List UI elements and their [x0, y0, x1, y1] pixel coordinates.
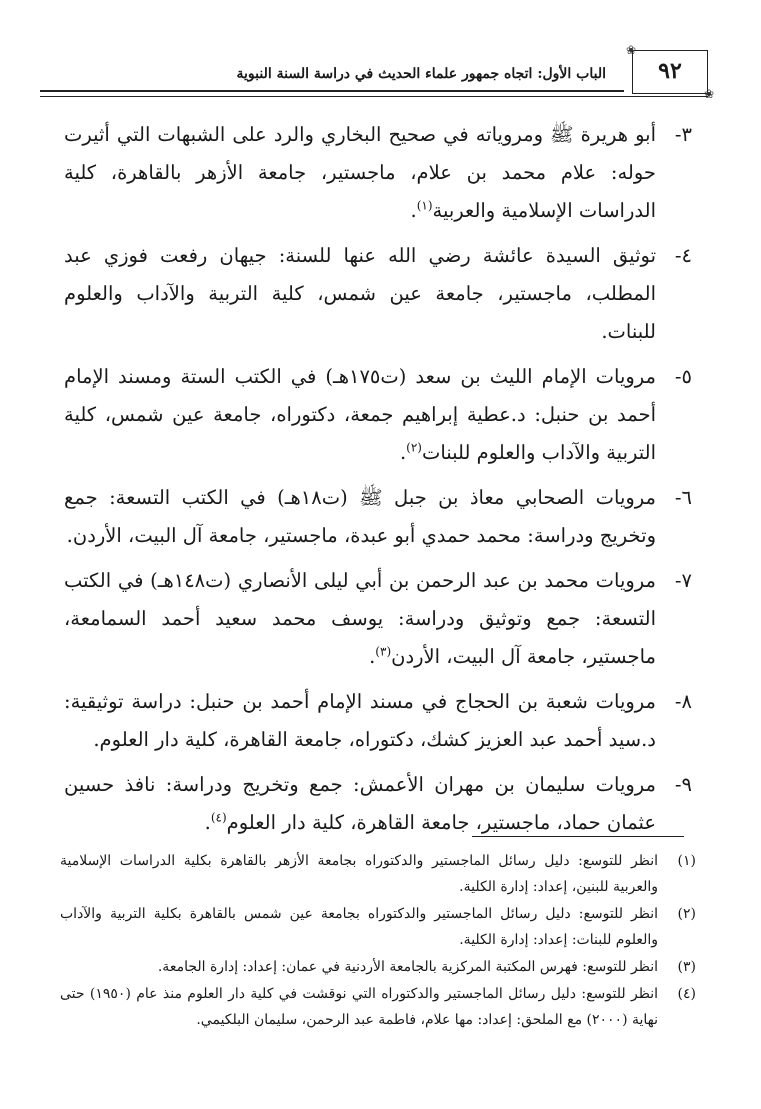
entry-text: توثيق السيدة عائشة رضي الله عنها للسنة: جيهان رفعت فوزي عبد المطلب، ماجستير، جامعة عين شمس، كلية التربية والآداب والعلوم للبنات. — [64, 244, 656, 343]
footnote-separator — [472, 836, 684, 837]
ornament-icon: ❀ — [626, 43, 637, 57]
footnote-number: (٤) — [677, 986, 696, 1002]
entry-end: . — [204, 811, 211, 834]
list-item — [64, 766, 692, 842]
footnote-number: (٢) — [677, 906, 696, 922]
footnote — [60, 954, 696, 980]
list-item — [64, 683, 692, 759]
footnote-ref: (٤) — [210, 810, 227, 825]
footnotes — [60, 848, 696, 1034]
entry-number: ٧- — [674, 569, 692, 592]
entry-number: ٦- — [674, 486, 692, 509]
list-item — [64, 479, 692, 555]
main-text — [64, 116, 692, 849]
footnote — [60, 848, 696, 900]
entry-number: ٥- — [674, 365, 692, 388]
entry-text: أبو هريرة ﷺ ومروياته في صحيح البخاري والرد على الشبهات التي أثيرت حوله: علام محمد بن علام، ماجستير، جامعة الأزهر بالقاهرة، كلية الدراسات الإسلامية والعربية — [64, 123, 656, 222]
entry-number: ٩- — [674, 773, 692, 796]
entry-end: . — [369, 645, 376, 668]
page-number: ٩٢ — [658, 58, 682, 84]
list-item — [64, 358, 692, 472]
chapter-title: الباب الأول: اتجاه جمهور علماء الحديث في دراسة السنة النبوية — [236, 66, 606, 82]
list-item — [64, 237, 692, 351]
ornament-icon: ❀ — [703, 87, 714, 101]
footnote-text: انظر للتوسع: دليل رسائل الماجستير والدكتوراه بجامعة الأزهر بالقاهرة بكلية الدراسات الإسلامية والعربية للبنين، إعداد: إدارة الكلية. — [60, 853, 658, 895]
entry-text: مرويات الإمام الليث بن سعد (ت١٧٥هـ) في الكتب الستة ومسند الإمام أحمد بن حنبل: د.عطية إبراهيم جمعة، دكتوراه، جامعة عين شمس، كلية التربية والآداب والعلوم للبنات — [64, 365, 656, 464]
running-header — [40, 43, 714, 101]
footnote-text: انظر للتوسع: دليل رسائل الماجستير والدكتوراه التي نوقشت في كلية دار العلوم منذ عام (١٩٥٠) حتى نهاية (٢٠٠٠) مع الملحق: إعداد: مها علام، فاطمة عبد الرحمن، سليمان البلكيمي. — [60, 986, 658, 1028]
entry-end: . — [399, 441, 407, 464]
entry-text: مرويات سليمان بن مهران الأعمش: جمع وتخريج ودراسة: نافذ حسين عثمان حماد، ماجستير، جامعة القاهرة، كلية دار العلوم — [64, 773, 656, 834]
footnote-ref: (١) — [416, 198, 433, 213]
entry-text: مرويات محمد بن عبد الرحمن بن أبي ليلى الأنصاري (ت١٤٨هـ) في الكتب التسعة: جمع وتوثيق ودراسة: يوسف محمد سعيد أحمد السمامعة، ماجستير، جامعة آل البيت، الأردن — [64, 569, 656, 668]
entry-number: ٨- — [674, 690, 692, 713]
footnote-ref: (٢) — [406, 440, 422, 455]
footnote — [60, 981, 696, 1033]
footnote-text: انظر للتوسع: دليل رسائل الماجستير والدكتوراه بجامعة عين شمس بالقاهرة بكلية التربية والآداب والعلوم للبنات: إعداد: إدارة الكلية. — [60, 906, 658, 948]
header-rule-thin — [40, 96, 708, 97]
footnote-text: انظر للتوسع: فهرس المكتبة المركزية بالجامعة الأردنية في عمان: إعداد: إدارة الجامعة. — [157, 959, 658, 975]
entry-number: ٤- — [674, 244, 692, 267]
entry-text: مرويات الصحابي معاذ بن جبل ﷺ (ت١٨هـ) في الكتب التسعة: جمع وتخريج ودراسة: محمد حمدي أبو عبدة، ماجستير، جامعة آل البيت، الأردن. — [64, 486, 656, 547]
footnote — [60, 901, 696, 953]
list-item — [64, 116, 692, 230]
entry-end: . — [410, 199, 417, 222]
header-rule-thick — [40, 90, 624, 92]
footnote-number: (٣) — [677, 959, 696, 975]
entry-number: ٣- — [674, 123, 692, 146]
entry-text: مرويات شعبة بن الحجاج في مسند الإمام أحمد بن حنبل: دراسة توثيقية: د.سيد أحمد عبد العزيز كشك، دكتوراه، جامعة القاهرة، كلية دار العلوم. — [64, 690, 656, 751]
footnote-ref: (٣) — [375, 644, 392, 659]
page-number-box — [626, 43, 714, 101]
footnote-number: (١) — [677, 853, 696, 869]
list-item — [64, 562, 692, 676]
